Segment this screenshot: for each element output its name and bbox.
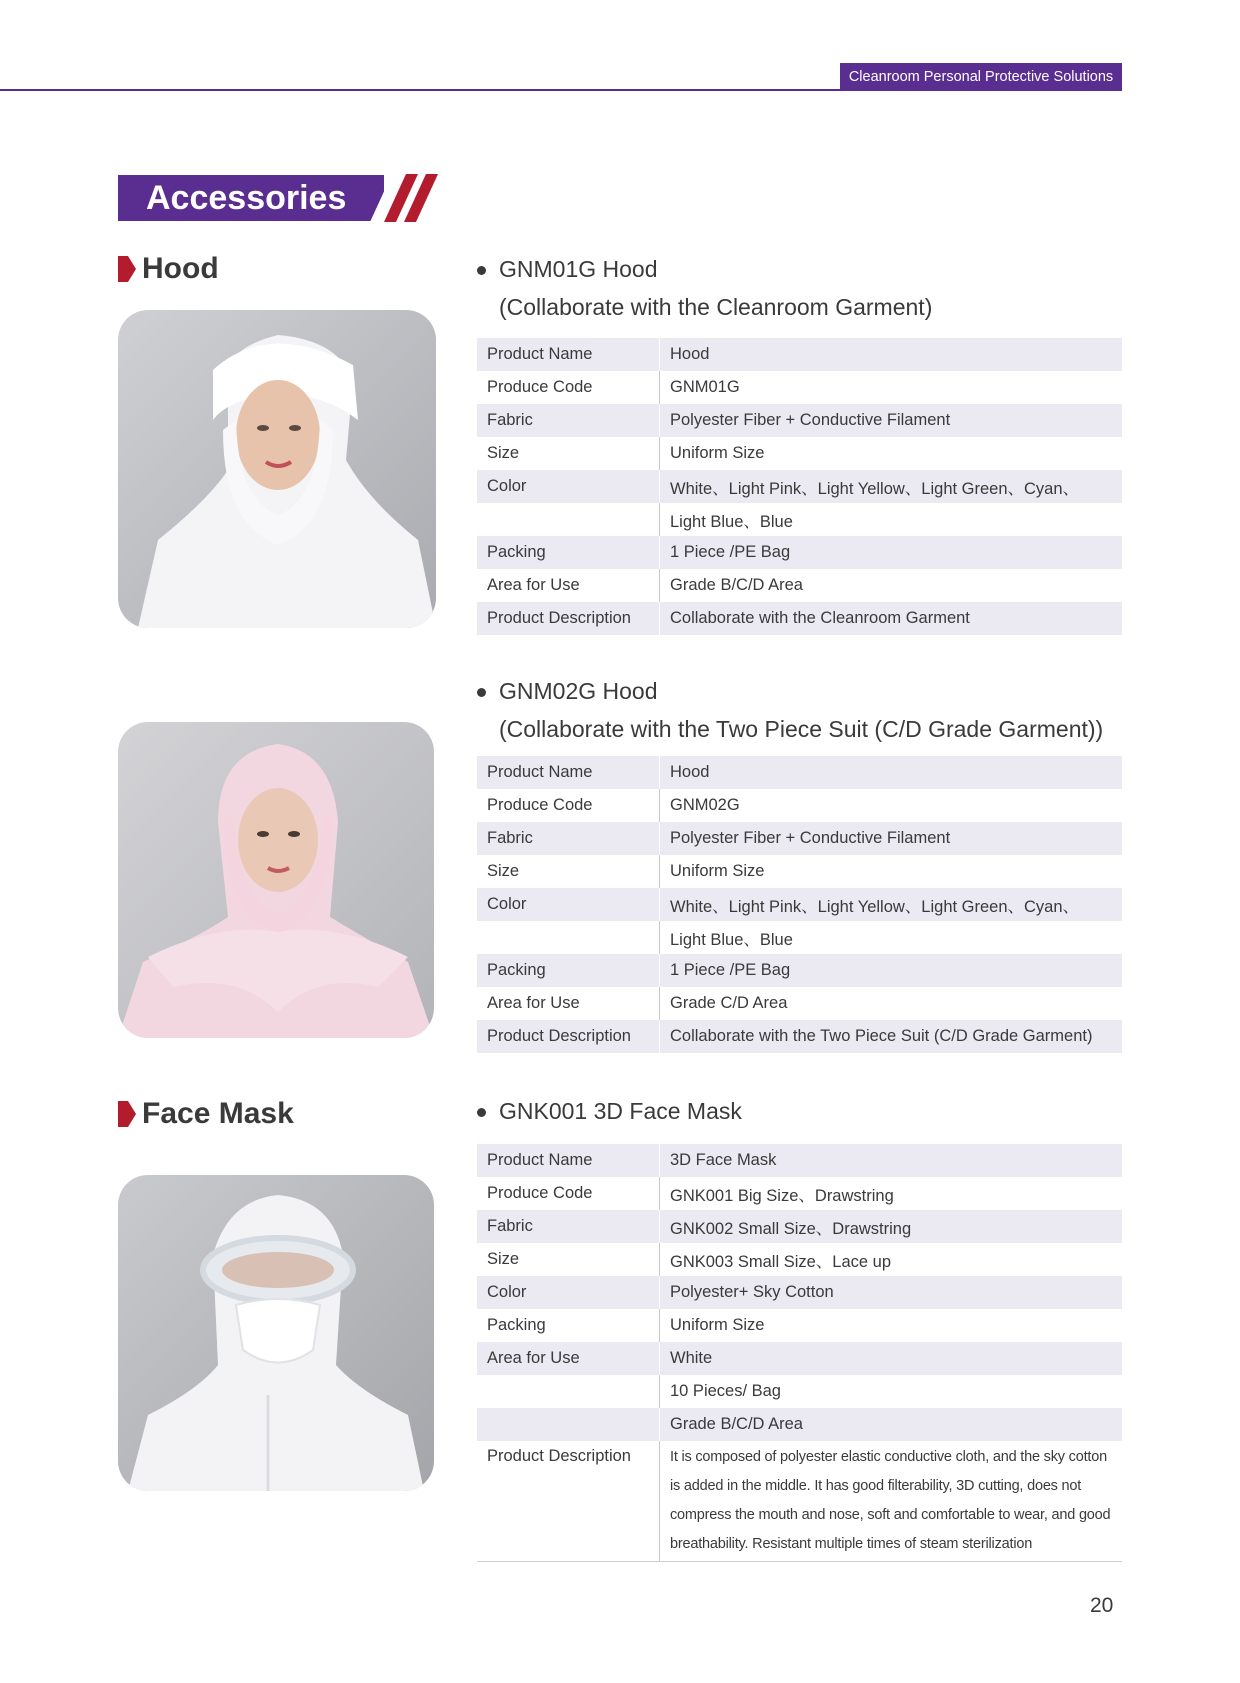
spec-label: Product Description — [477, 1020, 660, 1053]
table-row — [477, 1309, 1122, 1342]
spec-label: Produce Code — [487, 796, 593, 814]
table-row — [477, 756, 1122, 789]
spec-value: Polyester Fiber + Conductive Filament — [660, 404, 1123, 437]
spec-value: White、Light Pink、Light Yellow、Light Green、Cyan、 — [660, 470, 1123, 503]
spec-table-gnm02g — [477, 756, 1122, 1053]
spec-value: Light Blue、Blue — [660, 921, 1123, 954]
spec-label: Fabric — [477, 1210, 660, 1243]
table-row — [477, 503, 1122, 536]
spec-label: Product Name — [477, 756, 660, 789]
spec-label: Product Description — [477, 602, 660, 635]
spec-value: GNM02G — [660, 789, 1123, 822]
spec-value: Grade B/C/D Area — [660, 569, 1123, 602]
table-row — [477, 1342, 1122, 1375]
product-photo-gnm01g — [118, 310, 436, 628]
table-row — [477, 921, 1122, 954]
table-row — [477, 1441, 1122, 1562]
slash-decoration-icon — [370, 174, 444, 222]
table-row — [477, 1408, 1122, 1441]
section-title: Accessories — [146, 179, 347, 217]
table-row — [477, 536, 1122, 569]
spec-label: Produce Code — [487, 1184, 593, 1202]
table-row — [477, 1020, 1122, 1053]
spec-label: Fabric — [477, 822, 660, 855]
category-marker-icon — [118, 256, 136, 282]
spec-label: Fabric — [477, 404, 660, 437]
spec-label — [477, 1408, 660, 1441]
spec-value: 3D Face Mask — [660, 1144, 1123, 1177]
spec-value: GNK003 Small Size、Lace up — [660, 1243, 1123, 1276]
category-title: Face Mask — [142, 1097, 294, 1130]
spec-label: Product Description — [477, 1441, 660, 1562]
spec-label — [477, 1375, 660, 1408]
spec-table-gnk001 — [477, 1144, 1122, 1562]
spec-value: It is composed of polyester elastic conductive cloth, and the sky cotton is added in the middle. It has good filterability, 3D cutting, does not compress the mouth and nose, soft and comfortable to wear, and good breathability. Resistant multiple times of steam sterilization — [660, 1441, 1123, 1562]
spec-label: Packing — [477, 954, 660, 987]
bullet-icon — [477, 1108, 486, 1117]
spec-label — [477, 921, 660, 954]
spec-value: Polyester Fiber + Conductive Filament — [660, 822, 1123, 855]
table-row — [477, 569, 1122, 602]
spec-value: Light Blue、Blue — [660, 503, 1123, 536]
spec-value: Grade B/C/D Area — [660, 1408, 1123, 1441]
table-row — [477, 789, 1122, 822]
spec-value: 1 Piece /PE Bag — [660, 536, 1123, 569]
category-marker-icon — [118, 1101, 136, 1127]
spec-label: Product Name — [477, 338, 660, 371]
table-row — [477, 987, 1122, 1020]
spec-value: 10 Pieces/ Bag — [660, 1375, 1123, 1408]
spec-label: Area for Use — [477, 1342, 660, 1375]
spec-value: Hood — [660, 338, 1123, 371]
bullet-icon — [477, 266, 486, 275]
spec-label — [477, 503, 660, 536]
spec-label: Product Name — [477, 1144, 660, 1177]
spec-value: Uniform Size — [660, 1309, 1123, 1342]
spec-value: Uniform Size — [660, 855, 1123, 888]
table-row — [477, 338, 1122, 371]
spec-value: Hood — [660, 756, 1123, 789]
table-row — [477, 602, 1122, 635]
bullet-icon — [477, 688, 486, 697]
product-photo-gnm02g — [118, 722, 434, 1038]
table-row — [477, 855, 1122, 888]
spec-table-gnm01g — [477, 338, 1122, 635]
spec-label: Size — [487, 1250, 520, 1268]
spec-label: Color — [477, 1276, 660, 1309]
spec-value: Collaborate with the Two Piece Suit (C/D Grade Garment) — [660, 1020, 1123, 1053]
spec-label: Packing — [477, 536, 660, 569]
spec-value: Uniform Size — [660, 437, 1123, 470]
spec-value: Grade C/D Area — [660, 987, 1123, 1020]
spec-label: Size — [487, 862, 520, 880]
spec-label: Produce Code — [487, 378, 593, 396]
spec-value: GNK001 Big Size、Drawstring — [660, 1177, 1123, 1210]
spec-label: Size — [487, 444, 520, 462]
spec-value: GNK002 Small Size、Drawstring — [660, 1210, 1123, 1243]
spec-value: White、Light Pink、Light Yellow、Light Green、Cyan、 — [660, 888, 1123, 921]
header-tag: Cleanroom Personal Protective Solutions — [840, 63, 1122, 91]
category-title: Hood — [142, 252, 219, 285]
spec-label: Packing — [487, 1316, 546, 1334]
table-row — [477, 371, 1122, 404]
page-number: 20 — [1090, 1594, 1114, 1617]
spec-value: White — [660, 1342, 1123, 1375]
table-row — [477, 1177, 1122, 1210]
spec-label: Area for Use — [487, 576, 580, 594]
table-row — [477, 437, 1122, 470]
table-row — [477, 1243, 1122, 1276]
table-row — [477, 1144, 1122, 1177]
table-row — [477, 1210, 1122, 1243]
table-row — [477, 822, 1122, 855]
table-row — [477, 1276, 1122, 1309]
product-photo-gnk001 — [118, 1175, 434, 1491]
spec-value: GNM01G — [660, 371, 1123, 404]
table-row — [477, 470, 1122, 503]
table-row — [477, 888, 1122, 921]
spec-value: Polyester+ Sky Cotton — [660, 1276, 1123, 1309]
spec-value: 1 Piece /PE Bag — [660, 954, 1123, 987]
table-row — [477, 404, 1122, 437]
table-row — [477, 954, 1122, 987]
spec-value: Collaborate with the Cleanroom Garment — [660, 602, 1123, 635]
spec-label: Area for Use — [487, 994, 580, 1012]
table-row — [477, 1375, 1122, 1408]
spec-label: Color — [477, 470, 660, 503]
spec-label: Color — [477, 888, 660, 921]
